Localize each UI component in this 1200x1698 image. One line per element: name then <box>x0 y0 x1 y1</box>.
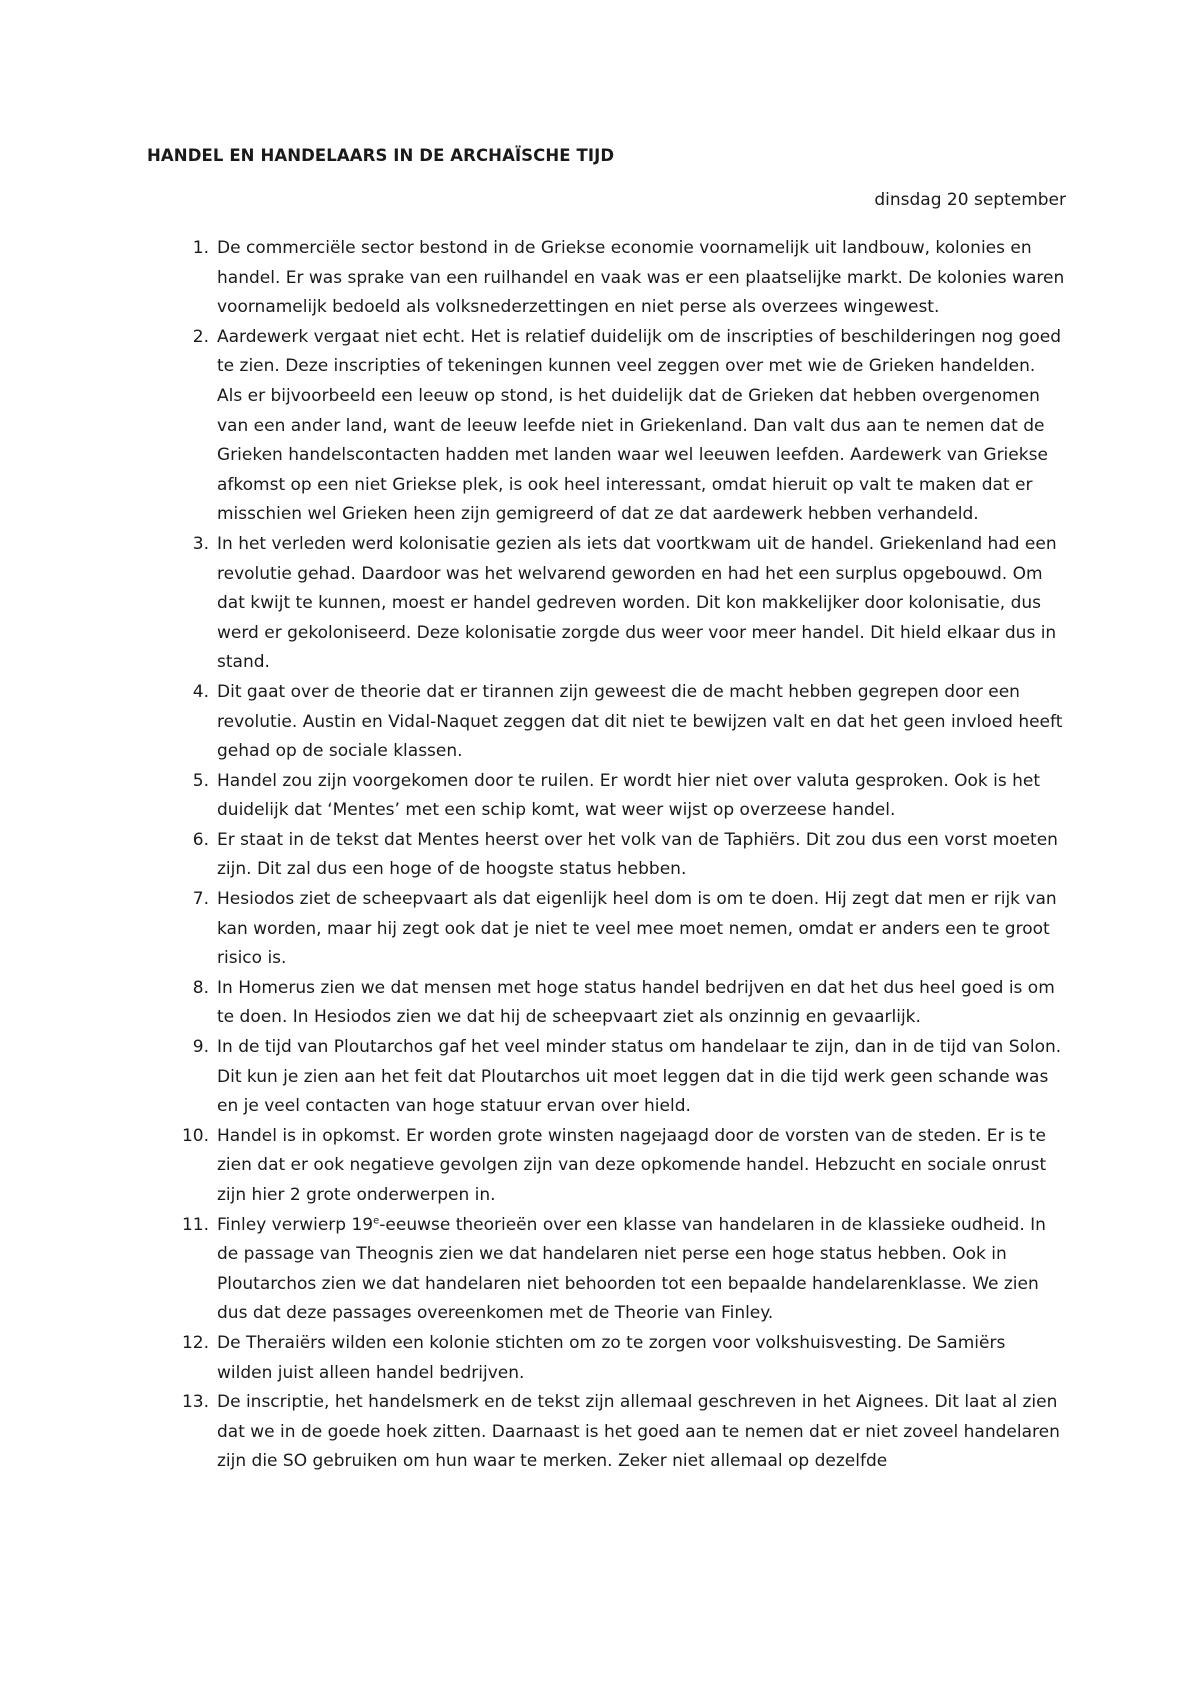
item-number: 10. <box>181 1125 209 1146</box>
item-number: 6. <box>192 829 209 850</box>
item-number: 13. <box>181 1392 209 1413</box>
item-text-start: Finley verwierp 19 <box>217 1214 374 1235</box>
item-text: -eeuwse theorieën over een klasse van handelaren in de klassieke oudheid. In de passage van Theognis zien we dat handelaren niet perse een hoge status hebben. Ook in Ploutarchos zien we dat handelaren niet behoorden tot een bepaalde handelarenklasse. We zien dus dat deze passages overeenkomen met de Theorie van Finley. <box>217 1214 1046 1324</box>
item-number: 1. <box>192 238 209 258</box>
item-number: 9. <box>192 1037 209 1058</box>
list-item <box>192 234 1065 323</box>
item-text: Dit gaat over de theorie dat er tirannen zijn geweest die de macht hebben gegrepen door een revolutie. Austin en Vidal-Naquet zeggen dat dit niet te bewijzen valt en dat het geen invloed heeft gehad op de sociale klassen. <box>217 681 1063 762</box>
item-text: Er staat in de tekst dat Mentes heerst over het volk van de Taphiërs. Dit zou dus een vorst moeten zijn. Dit zal dus een hoge of de hoogste status hebben. <box>217 829 1058 880</box>
item-number: 3. <box>192 533 209 554</box>
list-item <box>181 1211 1065 1329</box>
item-text: De inscriptie, het handelsmerk en de tekst zijn allemaal geschreven in het Aignees. Dit laat al zien dat we in de goede hoek zitten. Daarnaast is het goed aan te nemen dat er niet zoveel handelaren zijn die SO gebruiken om hun waar te merken. Zeker niet allemaal op dezelfde <box>217 1392 1060 1472</box>
list-item <box>192 678 1065 767</box>
list-item <box>192 530 1065 678</box>
item-text: Handel is in opkomst. Er worden grote winsten nagejaagd door de vorsten van de steden. Er is te zien dat er ook negatieve gevolgen zijn van deze opkomende handel. Hebzucht en sociale onrust zijn hier 2 grote onderwerpen in. <box>217 1125 1047 1205</box>
item-text: In de tijd van Ploutarchos gaf het veel minder status om handelaar te zijn, dan in de tijd van Solon. Dit kun je zien aan het feit dat Ploutarchos uit moet leggen dat in die tijd werk geen schande was en je veel contacten van hoge statuur ervan over hield. <box>217 1037 1062 1117</box>
item-number: 11. <box>181 1214 209 1235</box>
item-text: Handel zou zijn voorgekomen door te ruilen. Er wordt hier niet over valuta gesproken. Ook is het duidelijk dat ‘Mentes’ met een schip komt, wat weer wijst op overzeese handel. <box>217 770 1041 821</box>
item-number: 2. <box>192 326 209 347</box>
item-text: In Homerus zien we dat mensen met hoge status handel bedrijven en dat het dus heel goed is om te doen. In Hesiodos zien we dat hij de scheepvaart ziet als onzinnig en gevaarlijk. <box>217 977 1055 1028</box>
item-number: 8. <box>192 977 209 998</box>
list-item <box>192 1033 1065 1122</box>
list-item <box>181 1122 1065 1211</box>
item-number: 7. <box>192 889 209 910</box>
document-title: HANDEL EN HANDELAARS IN DE ARCHAÏSCHE TIJD <box>147 146 615 165</box>
list-item <box>181 1329 1065 1388</box>
list-item <box>192 323 1065 530</box>
item-number: 12. <box>181 1332 209 1353</box>
list-item <box>192 974 1065 1033</box>
answer-list <box>181 234 1065 1477</box>
item-text: Aardewerk vergaat niet echt. Het is relatief duidelijk om de inscripties of beschilderingen nog goed te zien. Deze inscripties of tekeningen kunnen veel zeggen over met wie de Grieken handelden. Als er bijvoorbeeld een leeuw op stond, is het duidelijk dat de Grieken dat hebben overgenomen van een ander land, want de leeuw leefde niet in Griekenland. Dan valt dus aan te nemen dat de Grieken handelscontacten hadden met landen waar wel leeuwen leefden. Aardewerk van Griekse afkomst op een niet Griekse plek, is ook heel interessant, omdat hieruit op valt te maken dat er misschien wel Grieken heen zijn gemigreerd of dat ze dat aardewerk hebben verhandeld. <box>217 326 1062 525</box>
item-text: De commerciële sector bestond in de Griekse economie voornamelijk uit landbouw, kolonies en handel. Er was sprake van een ruilhandel en vaak was er een plaatselijke markt. De kolonies waren voornamelijk bedoeld als volksnederzettingen en niet perse als overzees wingewest. <box>217 238 1065 318</box>
item-text: De Theraiërs wilden een kolonie stichten om zo te zorgen voor volkshuisvesting. De Samiërs wilden juist alleen handel bedrijven. <box>217 1332 1006 1383</box>
list-item <box>181 1388 1065 1477</box>
list-item <box>192 767 1065 826</box>
list-item <box>192 885 1065 974</box>
list-item <box>192 826 1065 885</box>
item-text: In het verleden werd kolonisatie gezien als iets dat voortkwam uit de handel. Griekenland had een revolutie gehad. Daardoor was het welvarend geworden en had het een surplus opgebouwd. Om dat kwijt te kunnen, moest er handel gedreven worden. Dit kon makkelijker door kolonisatie, dus werd er gekoloniseerd. Deze kolonisatie zorgde dus weer voor meer handel. Dit hield elkaar dus in stand. <box>217 533 1057 673</box>
superscript-ordinal: e <box>373 1214 380 1226</box>
item-number: 5. <box>192 770 209 791</box>
item-text: Hesiodos ziet de scheepvaart als dat eigenlijk heel dom is om te doen. Hij zegt dat men er rijk van kan worden, maar hij zegt ook dat je niet te veel mee moet nemen, omdat er anders een te groot risico is. <box>217 889 1057 969</box>
document-date: dinsdag 20 september <box>874 190 1066 210</box>
item-number: 4. <box>192 681 209 702</box>
